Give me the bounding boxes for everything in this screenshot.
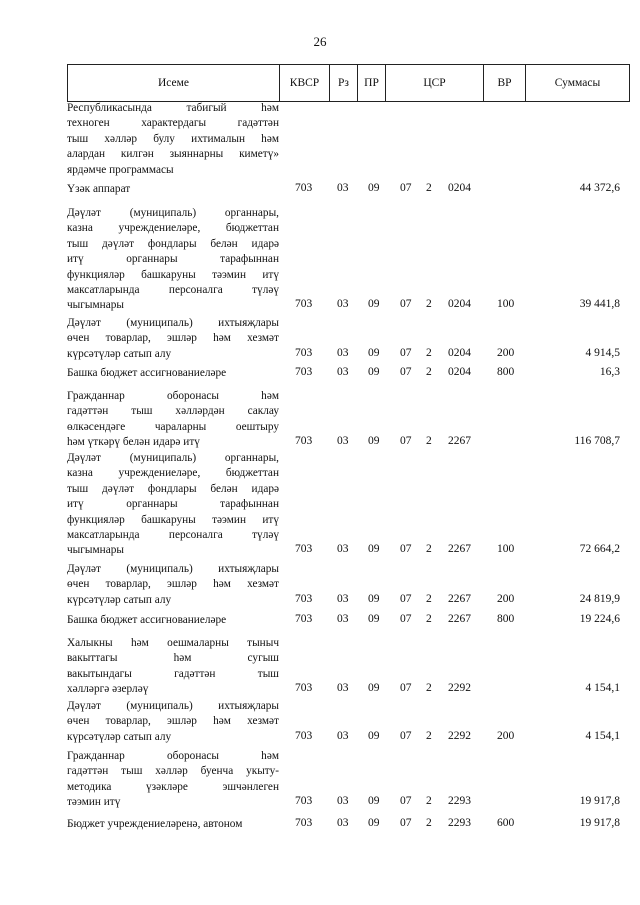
row-pr: 09 xyxy=(368,682,380,695)
row-csr2: 2 xyxy=(426,613,432,625)
row-pr: 09 xyxy=(368,795,380,808)
row-vr: 800 xyxy=(497,613,515,625)
column-header-pr: ПР xyxy=(358,65,386,102)
row-name-line: максатларында персоналга түләү xyxy=(67,284,279,297)
row-name-line: вакыттагы һәм сугыш xyxy=(67,652,279,665)
row-csr1: 07 xyxy=(400,182,412,194)
row-csr3: 2267 xyxy=(448,613,471,625)
row-csr2: 2 xyxy=(426,543,432,556)
row-kvsr: 703 xyxy=(295,435,313,448)
row-csr2: 2 xyxy=(426,366,432,378)
row-name xyxy=(67,613,279,628)
row-name xyxy=(67,636,279,698)
row-name-line: Дәүләт (муниципаль) ихтыяҗлары xyxy=(67,317,279,329)
row-name-line: итү органнары тарафыннан xyxy=(67,253,279,266)
row-name-line: функцияләр башкаруны тәэмин итү xyxy=(67,513,279,526)
row-sum: 116 708,7 xyxy=(574,435,620,448)
column-header-name: Исеме xyxy=(68,65,280,102)
row-rz: 03 xyxy=(337,682,349,695)
row-pr: 09 xyxy=(368,613,380,625)
row-sum: 4 154,1 xyxy=(585,729,620,742)
row-csr1: 07 xyxy=(400,729,412,742)
row-csr1: 07 xyxy=(400,366,412,378)
row-vr: 800 xyxy=(497,366,515,378)
row-kvsr: 703 xyxy=(295,729,313,742)
row-rz: 03 xyxy=(337,817,349,829)
row-csr1: 07 xyxy=(400,592,412,605)
row-name-line: күрсәтүләр сатып алу xyxy=(67,347,172,360)
row-name xyxy=(67,366,279,381)
row-csr1: 07 xyxy=(400,543,412,556)
row-name-line: казна учреждениеләре, бюджеттан xyxy=(67,222,279,235)
row-name xyxy=(67,699,279,745)
row-csr3: 2292 xyxy=(448,729,471,742)
row-name xyxy=(67,182,279,197)
row-name-line: методика үзәкләре эшчәнлеген xyxy=(67,780,279,793)
row-csr3: 0204 xyxy=(448,182,471,194)
row-sum: 19 917,8 xyxy=(579,795,620,808)
row-pr: 09 xyxy=(368,543,380,556)
row-kvsr: 703 xyxy=(295,366,313,378)
row-rz: 03 xyxy=(337,592,349,605)
row-csr2: 2 xyxy=(426,182,432,194)
row-name-line: гадәттән тыш хәлләр буенча укыту- xyxy=(67,765,279,778)
row-vr: 100 xyxy=(497,543,515,556)
row-pr: 09 xyxy=(368,592,380,605)
row-pr: 09 xyxy=(368,346,380,359)
row-kvsr: 703 xyxy=(295,543,313,556)
row-name-line: Халыкны һәм оешмаларны тыныч xyxy=(67,637,279,649)
row-name xyxy=(67,206,279,314)
row-csr2: 2 xyxy=(426,682,432,695)
row-name-line: тыш дәүләт фондлары белән идарә xyxy=(67,482,279,495)
row-name-line: өчен товарлар, эшләр һәм хезмәт xyxy=(67,715,279,728)
column-header-rz: Рз xyxy=(330,65,358,102)
row-csr1: 07 xyxy=(400,298,412,311)
row-csr2: 2 xyxy=(426,298,432,311)
row-name-line: өчен товарлар, эшләр һәм хезмәт xyxy=(67,332,279,345)
row-sum: 4 914,5 xyxy=(585,346,620,359)
column-header-vr: ВР xyxy=(484,65,526,102)
row-name-line: тыш хәлләр булу ихтималын һәм xyxy=(67,132,279,145)
row-name-line: итү органнары тарафыннан xyxy=(67,498,279,511)
row-csr1: 07 xyxy=(400,795,412,808)
row-vr: 100 xyxy=(497,298,515,311)
row-kvsr: 703 xyxy=(295,346,313,359)
row-name-line: күрсәтүләр сатып алу xyxy=(67,593,172,606)
row-name-line: өчен товарлар, эшләр һәм хезмәт xyxy=(67,578,279,591)
row-csr3: 2293 xyxy=(448,817,471,829)
row-rz: 03 xyxy=(337,346,349,359)
row-name-line: вакытындагы гадәттән тыш xyxy=(67,667,279,680)
row-name-line: хәлләргә әзерләү xyxy=(67,683,149,696)
row-name xyxy=(67,451,279,559)
row-name-line: Дәүләт (муниципаль) органнары, xyxy=(67,452,279,464)
column-header-csr: ЦСР xyxy=(386,65,484,102)
row-name xyxy=(67,389,279,451)
row-kvsr: 703 xyxy=(295,298,313,311)
row-pr: 09 xyxy=(368,366,380,378)
row-name xyxy=(67,817,279,832)
row-csr3: 2267 xyxy=(448,435,471,448)
row-name-line: тыш дәүләт фондлары белән идарә xyxy=(67,237,279,250)
row-name-line: чыгымнары xyxy=(67,299,124,312)
row-kvsr: 703 xyxy=(295,592,313,605)
row-name-line: Гражданнар оборонасы һәм xyxy=(67,750,279,762)
row-kvsr: 703 xyxy=(295,795,313,808)
row-name-line: казна учреждениеләре, бюджеттан xyxy=(67,467,279,480)
row-name-line: максатларында персоналга түләү xyxy=(67,529,279,542)
row-csr3: 0204 xyxy=(448,298,471,311)
row-name-line: Гражданнар оборонасы һәм xyxy=(67,390,279,402)
row-vr: 200 xyxy=(497,592,515,605)
row-name xyxy=(67,749,279,811)
row-csr2: 2 xyxy=(426,729,432,742)
row-vr: 200 xyxy=(497,346,515,359)
row-sum: 19 917,8 xyxy=(579,817,620,829)
row-kvsr: 703 xyxy=(295,613,313,625)
row-name-line: Дәүләт (муниципаль) органнары, xyxy=(67,207,279,219)
row-name xyxy=(67,316,279,362)
row-sum: 72 664,2 xyxy=(579,543,620,556)
row-kvsr: 703 xyxy=(295,817,313,829)
row-name-line: һәм үткәрү белән идарә итү xyxy=(67,436,200,449)
row-rz: 03 xyxy=(337,182,349,194)
row-sum: 16,3 xyxy=(599,366,620,378)
row-name-line: Дәүләт (муниципаль) ихтыяҗлары xyxy=(67,563,279,575)
row-name-line: Башка бюджет ассигнованиеләре xyxy=(67,614,227,626)
row-sum: 19 224,6 xyxy=(579,613,620,625)
row-csr3: 2293 xyxy=(448,795,471,808)
row-pr: 09 xyxy=(368,298,380,311)
row-rz: 03 xyxy=(337,795,349,808)
column-header-sum: Суммасы xyxy=(526,65,630,102)
row-csr1: 07 xyxy=(400,682,412,695)
row-name-line: Республикасында табигый һәм xyxy=(67,102,279,114)
row-csr2: 2 xyxy=(426,795,432,808)
row-name-line: Бюджет учреждениеләренә, автоном xyxy=(67,818,243,830)
row-sum: 24 819,9 xyxy=(579,592,620,605)
row-csr3: 2292 xyxy=(448,682,471,695)
row-name-line: ярдәмче программасы xyxy=(67,163,174,176)
row-csr3: 0204 xyxy=(448,366,471,378)
row-rz: 03 xyxy=(337,366,349,378)
row-name-line: техноген характердагы гадәттән xyxy=(67,117,279,130)
page-number: 26 xyxy=(313,34,327,49)
row-name xyxy=(67,101,279,178)
row-pr: 09 xyxy=(368,729,380,742)
row-name xyxy=(67,562,279,608)
row-pr: 09 xyxy=(368,817,380,829)
row-csr1: 07 xyxy=(400,613,412,625)
row-csr1: 07 xyxy=(400,346,412,359)
row-name-line: тәэмин итү xyxy=(67,796,121,809)
row-name-line: Дәүләт (муниципаль) ихтыяҗлары xyxy=(67,700,279,712)
row-csr2: 2 xyxy=(426,435,432,448)
row-rz: 03 xyxy=(337,543,349,556)
row-name-line: гадәттән тыш хәлләрдән саклау xyxy=(67,405,279,418)
row-name-line: алардан килгән зыяннарны киметү» xyxy=(67,148,279,161)
row-rz: 03 xyxy=(337,729,349,742)
row-sum: 39 441,8 xyxy=(579,298,620,311)
row-pr: 09 xyxy=(368,435,380,448)
row-name-line: Үзәк аппарат xyxy=(67,183,131,195)
row-rz: 03 xyxy=(337,613,349,625)
row-kvsr: 703 xyxy=(295,182,313,194)
row-csr3: 2267 xyxy=(448,543,471,556)
row-csr1: 07 xyxy=(400,435,412,448)
row-csr3: 0204 xyxy=(448,346,471,359)
row-vr: 200 xyxy=(497,729,515,742)
row-rz: 03 xyxy=(337,298,349,311)
row-csr1: 07 xyxy=(400,817,412,829)
row-csr3: 2267 xyxy=(448,592,471,605)
row-name-line: функцияләр башкаруны тәэмин итү xyxy=(67,268,279,281)
row-pr: 09 xyxy=(368,182,380,194)
row-name-line: күрсәтүләр сатып алу xyxy=(67,730,172,743)
row-csr2: 2 xyxy=(426,817,432,829)
row-name-line: Башка бюджет ассигнованиеләре xyxy=(67,367,227,379)
row-vr: 600 xyxy=(497,817,515,829)
column-header-kvsr: КВСР xyxy=(280,65,330,102)
row-kvsr: 703 xyxy=(295,682,313,695)
row-name-line: өлкәсендәге чараларны оештыру xyxy=(67,420,279,433)
row-rz: 03 xyxy=(337,435,349,448)
row-csr2: 2 xyxy=(426,592,432,605)
row-sum: 4 154,1 xyxy=(585,682,620,695)
row-csr2: 2 xyxy=(426,346,432,359)
row-name-line: чыгымнары xyxy=(67,544,124,557)
row-sum: 44 372,6 xyxy=(579,182,620,194)
